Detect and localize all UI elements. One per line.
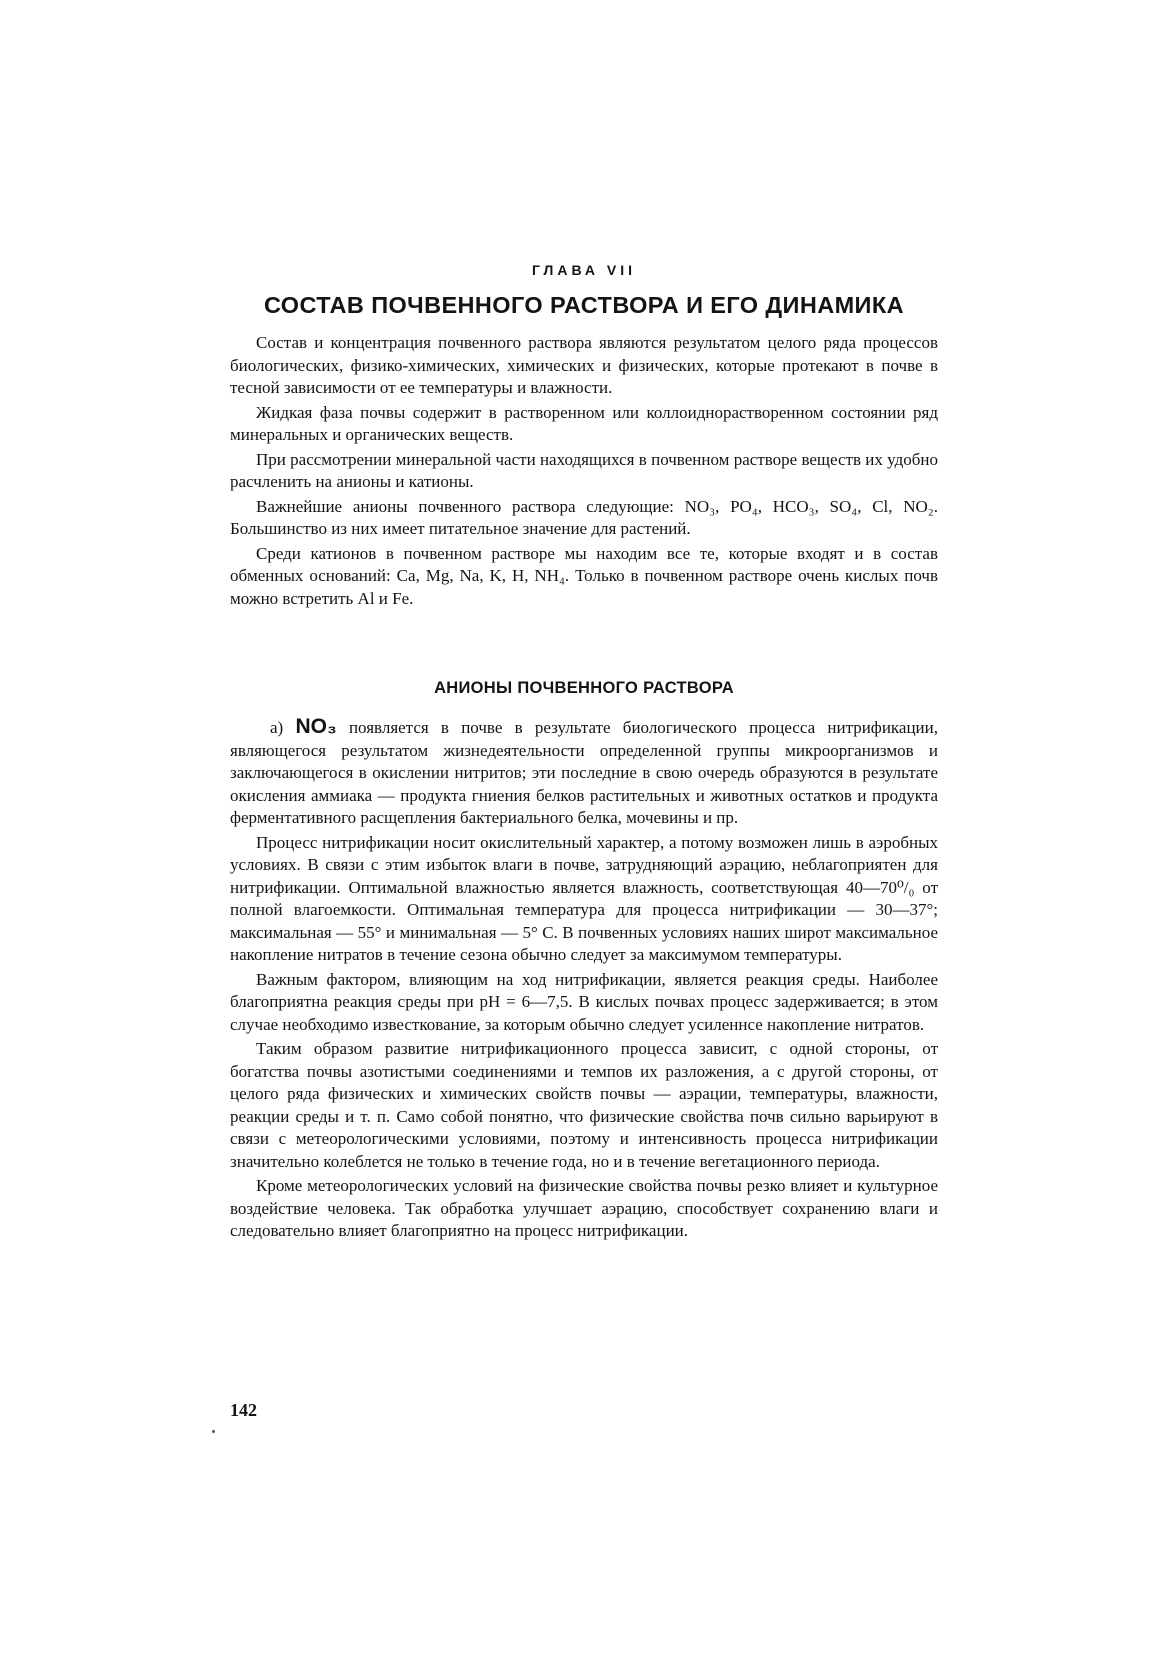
- intro-paragraph: При рассмотрении минеральной части находящихся в почвенном растворе веществ их удобно расчленить на анионы и катионы.: [230, 449, 938, 491]
- page-number: 142: [230, 1400, 257, 1420]
- section-paragraph: Процесс нитрификации носит окислительный характер, а потому возможен лишь в аэробных условиях. В связи с этим избыток влаги в почве, затрудняющий аэрацию, неблагоприятен для нитрификации. Оптимальной влажностью является влажность, соответствующая 40—70⁰/₀ от полной влагоемкости. Оптимальная температура для процесса нитрификации — 30—37°; максимальная — 55° и минимальная — 5° C. В почвенных условиях наших широт максимальное накопление нитратов в течение сезона обычно следует за максимумом температуры.: [230, 832, 938, 964]
- intro-text: [230, 332, 938, 610]
- intro-paragraph: Жидкая фаза почвы содержит в растворенном или коллоиднорастворенном состоянии ряд минеральных и органических веществ.: [230, 402, 938, 444]
- lead-marker: а): [270, 718, 284, 737]
- lead-text: появляется в почве в результате биологического процесса нитрификации, являющегося результатом жизнедеятельности определенной группы микроорганизмов и заключающегося в окислении нитритов; эти последние в свою очередь образуются в результате окисления аммиака — продукта гниения белков растительных и животных остатков и продукта ферментативного расщепления бактериального белка, мочевины и пр.: [230, 718, 939, 827]
- section-heading: АНИОНЫ ПОЧВЕННОГО РАСТВОРА: [434, 679, 734, 697]
- print-speck: [212, 1430, 215, 1433]
- chapter-title: СОСТАВ ПОЧВЕННОГО РАСТВОРА И ЕГО ДИНАМИКА: [264, 292, 904, 318]
- intro-paragraph: Среди катионов в почвенном растворе мы находим все те, которые входят и в состав обменных оснований: Ca, Mg, Na, K, H, NH₄. Только в почвенном растворе очень кислых почв можно встретить Al и Fe.: [230, 543, 938, 608]
- section-body: [230, 716, 938, 1243]
- section-paragraph: Важным фактором, влияющим на ход нитрификации, является реакция среды. Наиболее благоприятна реакция среды при pH = 6—7,5. В кислых почвах процесс задерживается; в этом случае необходимо известкование, за которым обычно следует усиленнсе накопление нитратов.: [230, 969, 938, 1034]
- section-paragraph: Кроме метеорологических условий на физические свойства почвы резко влияет и культурное воздействие человека. Так обработка улучшает аэрацию, способствует сохранению влаги и следовательно влияет благоприятно на процесс нитрификации.: [230, 1176, 938, 1240]
- section-paragraph: Таким образом развитие нитрификационного процесса зависит, с одной стороны, от богатства почвы азотистыми соединениями и темпов их разложения, а с другой стороны, от целого ряда физических и химических свойств почвы — аэрации, температуры, влажности, реакции среды и т. п. Само собой понятно, что физические свойства почв сильно варьируют в связи с метеорологическими условиями, поэтому и интенсивность процесса нитрификации значительно колеблется не только в течение года, но и в течение вегетационного периода.: [230, 1039, 938, 1171]
- chapter-label: ГЛАВА VII: [531, 262, 637, 278]
- lead-paragraph: [230, 716, 938, 830]
- intro-paragraph: Состав и концентрация почвенного раствора являются результатом целого ряда процессов биологических, физико-химических, химических и физических, которые протекают в почве в тесной зависимости от ее температуры и влажности.: [230, 333, 938, 397]
- intro-paragraph: Важнейшие анионы почвенного раствора следующие: NO₃, PO₄, HCO₃, SO₄, Cl, NO₂. Большинство из них имеет питательное значение для растений.: [230, 496, 938, 538]
- lead-formula: NO₃: [295, 715, 337, 738]
